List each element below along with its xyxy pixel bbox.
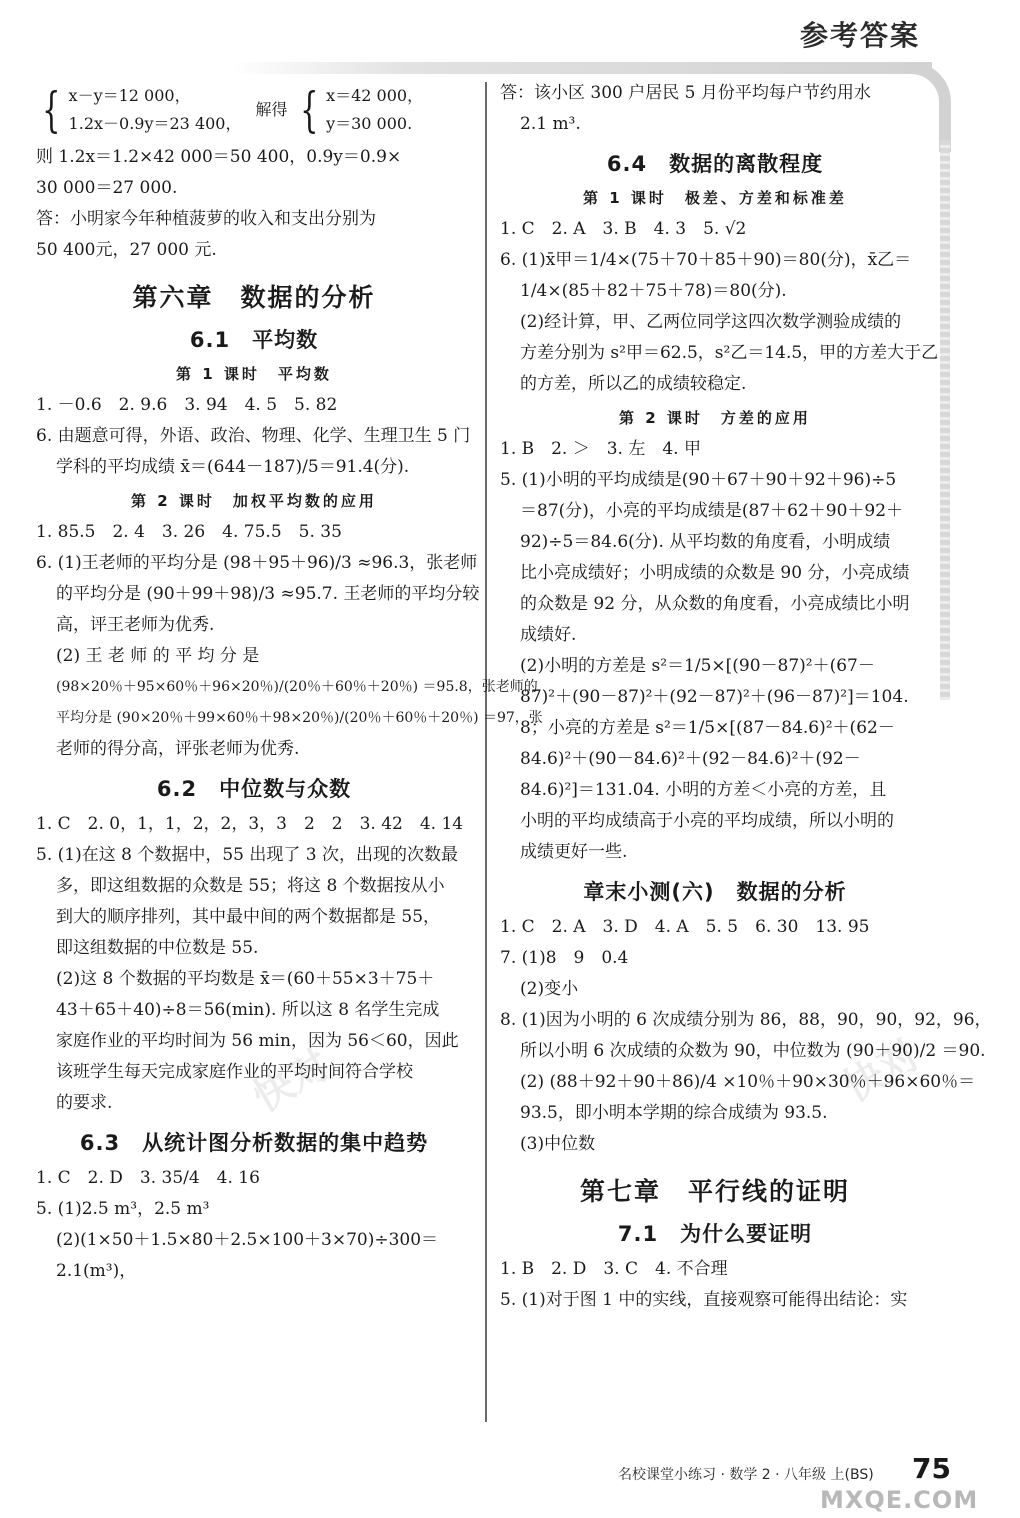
- solved-label: 解得: [255, 100, 288, 119]
- section-title: 章末小测(六) 数据的分析: [583, 880, 847, 904]
- answer-line: 所以小明 6 次成绩的众数为 90，中位数为 (90＋90)/2 ＝90.: [520, 1041, 986, 1061]
- answer-line: 多，即这组数据的众数是 55；将这 8 个数据按从小: [56, 876, 445, 896]
- answer-line: 高，评王老师为优秀.: [56, 615, 215, 635]
- answer-line: 5. (1)小明的平均成绩是(90＋67＋90＋92＋96)÷5: [500, 470, 897, 490]
- lesson-title: 第 1 课时 极差、方差和标准差: [583, 189, 847, 207]
- answer-line: 2.1 m³.: [520, 114, 581, 134]
- answer-line: (2)这 8 个数据的平均数是 x̄＝(60＋55×3＋75＋: [56, 969, 435, 989]
- chapter-title: 第七章 平行线的证明: [579, 1177, 850, 1206]
- answer-line: 答：小明家今年种植菠萝的收入和支出分别为: [36, 209, 376, 229]
- answer-line: 1. －0.6 2. 9.6 3. 94 4. 5 5. 82: [36, 395, 338, 415]
- answer-line: 家庭作业的平均时间为 56 min，因为 56＜60，因此: [56, 1031, 459, 1051]
- chapter-title: 第六章 数据的分析: [132, 283, 376, 312]
- answer-line: 1. B 2. ＞ 3. 左 4. 甲: [500, 439, 701, 459]
- watermark-site: MXQE.COM: [820, 1486, 979, 1514]
- header-band: [232, 62, 932, 74]
- answer-line: 6. (1)王老师的平均分是 (98＋95＋96)/3 ≈96.3，张老师: [36, 553, 478, 573]
- answer-line: (2) (88＋92＋90＋86)/4 ×10％＋90×30％＋96×60％＝: [520, 1072, 976, 1092]
- answer-line: 87)²＋(90－87)²＋(92－87)²＋(96－87)²]＝104.: [520, 687, 909, 707]
- answer-line: 2.1(m³)，: [56, 1261, 137, 1281]
- answer-line: 8；小亮的方差是 s²＝1/5×[(87－84.6)²＋(62－: [520, 718, 895, 738]
- answer-line: 6. 由题意可得，外语、政治、物理、化学、生理卫生 5 门: [36, 426, 471, 446]
- section-title: 6.2 中位数与众数: [156, 777, 352, 801]
- answer-line: 84.6)²＋(90－84.6)²＋(92－84.6)²＋(92－: [520, 749, 861, 769]
- section-title: 6.4 数据的离散程度: [606, 152, 824, 176]
- answer-line: (2) 王 老 师 的 平 均 分 是: [56, 646, 260, 666]
- page-number: 75: [912, 1452, 951, 1485]
- equation: x－y＝12 000，: [68, 86, 191, 105]
- answer-line: (2)小明的方差是 s²＝1/5×[(90－87)²＋(67－: [520, 656, 875, 676]
- answer-line: ＝87(分)，小亮的平均成绩是(87＋62＋90＋92＋: [520, 501, 904, 521]
- answer-line: 5. (1)2.5 m³，2.5 m³: [36, 1199, 210, 1219]
- left-brace-icon: {: [42, 82, 61, 138]
- answer-line: 43＋65＋40)÷8＝56(min). 所以这 8 名学生完成: [56, 1000, 440, 1020]
- answer-line: 1. C 2. 0，1，1，2，2，3，3 2 2 3. 42 4. 14: [36, 814, 464, 834]
- lesson-title: 第 2 课时 方差的应用: [619, 409, 811, 427]
- answer-line: 成绩好.: [520, 625, 577, 645]
- answer-line: 7. (1)8 9 0.4: [500, 948, 629, 968]
- answer-line: 平均分是 (90×20％＋99×60％＋98×20％)/(20％＋60％＋20％) ＝97，张: [56, 710, 543, 726]
- answer-line: 30 000＝27 000.: [36, 178, 178, 198]
- lesson-title: 第 1 课时 平均数: [176, 365, 332, 383]
- answer-line: 93.5，即小明本学期的综合成绩为 93.5.: [520, 1103, 828, 1123]
- answer-line: 老师的得分高，评张老师为优秀.: [56, 739, 300, 759]
- answer-line: 92)÷5＝84.6(分). 从平均数的角度看，小明成绩: [520, 532, 891, 552]
- answer-line: 小明的平均成绩高于小亮的平均成绩，所以小明的: [520, 811, 894, 831]
- answer-line: 1. B 2. D 3. C 4. 不合理: [500, 1259, 728, 1279]
- answer-line: 1/4×(85＋82＋75＋78)＝80(分).: [520, 281, 787, 301]
- answer-line: (2)经计算，甲、乙两位同学这四次数学测验成绩的: [520, 312, 902, 332]
- right-column: [500, 78, 992, 1316]
- answer-line: 即这组数据的中位数是 55.: [56, 938, 259, 958]
- answer-line: 的众数是 92 分，从众数的角度看，小亮成绩比小明: [520, 594, 910, 614]
- section-title: 6.3 从统计图分析数据的集中趋势: [79, 1131, 429, 1155]
- answer-line: 比小亮成绩好；小明成绩的众数是 90 分，小亮成绩: [520, 563, 910, 583]
- lesson-title: 第 2 课时 加权平均数的应用: [131, 492, 377, 510]
- watermark-logo: 快对: [835, 1031, 928, 1112]
- answer-line: 5. (1)对于图 1 中的实线，直接观察可能得出结论：实: [500, 1290, 908, 1310]
- answer-line: 6. (1)x̄甲＝1/4×(75＋70＋85＋90)＝80(分)，x̄乙＝: [500, 250, 912, 270]
- answer-line: 50 400元，27 000 元.: [36, 240, 217, 260]
- answer-line: (2)(1×50＋1.5×80＋2.5×100＋3×70)÷300＝: [56, 1230, 439, 1250]
- solution: x＝42 000，: [326, 86, 424, 105]
- section-title: 6.1 平均数: [189, 328, 319, 352]
- answer-line: (2)变小: [520, 979, 579, 999]
- left-brace-icon: {: [299, 82, 318, 138]
- watermark-logo: 快对: [245, 1041, 338, 1122]
- answer-line: 学科的平均成绩 x̄＝(644－187)/5＝91.4(分).: [56, 457, 410, 477]
- answer-line: 1. C 2. D 3. 35/4 4. 16: [36, 1168, 260, 1188]
- answer-line: 84.6)²]＝131.04. 小明的方差＜小亮的方差，且: [520, 780, 887, 800]
- answer-line: 1. C 2. A 3. B 4. 3 5. √2: [500, 219, 747, 239]
- column-divider: [485, 82, 487, 1422]
- equation-system: [36, 82, 472, 138]
- equation: 1.2x－0.9y＝23 400，: [68, 114, 242, 133]
- answer-line: 的平均分是 (90＋99＋98)/3 ≈95.7. 王老师的平均分较: [56, 584, 480, 604]
- answer-line: 的要求.: [56, 1093, 113, 1113]
- answer-line: 该班学生每天完成家庭作业的平均时间符合学校: [56, 1062, 413, 1082]
- side-strip: [940, 140, 950, 700]
- answer-line: 成绩更好一些.: [520, 842, 628, 862]
- answer-line: 1. 85.5 2. 4 3. 26 4. 75.5 5. 35: [36, 522, 342, 542]
- answer-line: 答：该小区 300 户居民 5 月份平均每户节约用水: [500, 83, 871, 103]
- answer-line: 则 1.2x＝1.2×42 000＝50 400，0.9y＝0.9×: [36, 147, 402, 167]
- answer-line: 5. (1)在这 8 个数据中，55 出现了 3 次，出现的次数最: [36, 845, 458, 865]
- answer-line: 的方差，所以乙的成绩较稳定.: [520, 374, 747, 394]
- answer-line: (98×20％＋95×60％＋96×20％)/(20％＋60％＋20％) ＝95.8，张老师的: [56, 679, 538, 695]
- left-column: [36, 82, 543, 1287]
- answer-line: 方差分别为 s²甲＝62.5，s²乙＝14.5，甲的方差大于乙: [520, 343, 939, 363]
- solution: y＝30 000.: [326, 114, 413, 133]
- header-title: 参考答案: [799, 19, 920, 52]
- section-title: 7.1 为什么要证明: [617, 1222, 813, 1246]
- book-footer: 名校课堂小练习 · 数学 2 · 八年级 上(BS): [618, 1467, 874, 1483]
- answer-line: 1. C 2. A 3. D 4. A 5. 5 6. 30 13. 95: [500, 917, 870, 937]
- answer-line: 8. (1)因为小明的 6 次成绩分别为 86，88，90，90，92，96，: [500, 1010, 992, 1030]
- answer-line: 到大的顺序排列，其中最中间的两个数据都是 55，: [56, 907, 441, 927]
- answer-line: (3)中位数: [520, 1134, 596, 1154]
